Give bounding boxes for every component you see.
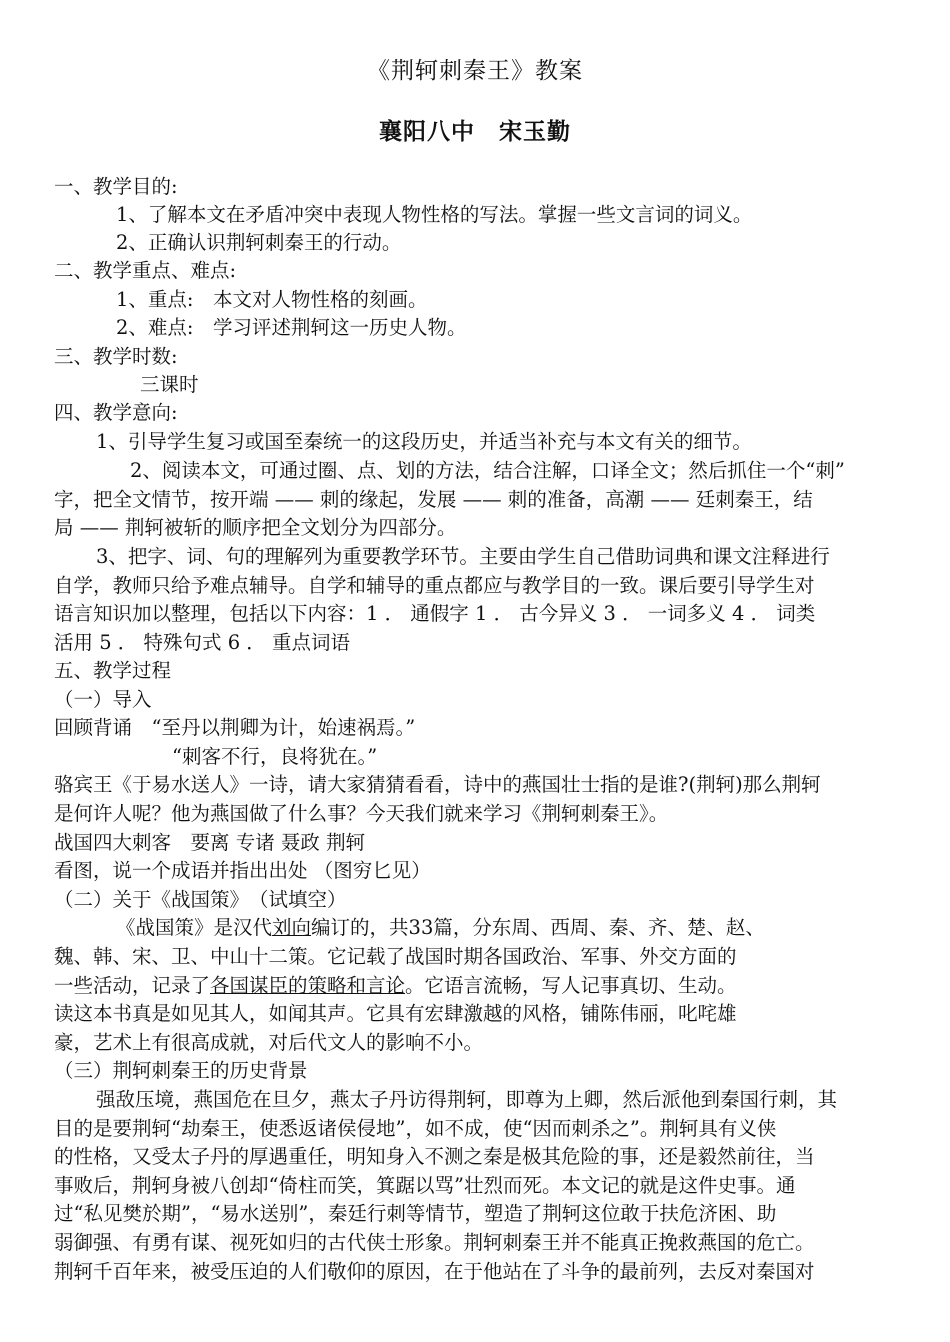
paragraph-line: 魏、韩、宋、卫、中山十二策。它记载了战国时期各国政治、军事、外交方面的 — [54, 945, 737, 968]
line-text: 2、阅读本文，可通过圈、点、划的方法，结合注解，口译全文；然后抓住一个“刺” — [130, 459, 845, 482]
line-text: 编订的，共33篇，分东周、西周、秦、齐、楚、赵、 — [311, 916, 765, 939]
paragraph-line: 语言知识加以整理，包括以下内容：1 ． 通假字 1 ． 古今异义 3 ． 一词多义 4 ． 词类 — [54, 602, 816, 625]
paragraph-line: 是何许人呢？他为燕国做了什么事？今天我们就来学习《荆轲刺秦王》。 — [54, 802, 669, 825]
section-heading: 二、教学重点、难点: — [54, 259, 237, 282]
paragraph-line: 回顾背诵 “至丹以荆卿为计，始速祸焉。” — [54, 716, 416, 739]
paragraph-line — [54, 972, 737, 1000]
paragraph-line: 三课时 — [140, 373, 199, 396]
line-text: 。它语言流畅，写人记事真切、生动。 — [405, 974, 737, 997]
paragraph-line: 弱御强、有勇有谋、视死如归的古代侠士形象。荆轲刺秦王并不能真正挽救燕国的危亡。 — [54, 1231, 815, 1254]
paragraph-line: 2、难点: 学习评述荆轲这一历史人物。 — [116, 316, 467, 339]
paragraph-line: 骆宾王《于易水送人》一诗，请大家猜猜看看，诗中的燕国壮士指的是谁?(荆轲)那么荆轲 — [54, 773, 821, 796]
paragraph-line: 局 —— 荆轲被斩的顺序把全文划分为四部分。 — [54, 516, 457, 539]
paragraph-line: 字，把全文情节，按开端 —— 刺的缘起，发展 —— 刺的准备，高潮 —— 廷刺秦王，结 — [54, 488, 813, 511]
paragraph-line: 的性格，又受太子丹的厚遇重任，明知身入不测之秦是极其危险的事，还是毅然前往，当 — [54, 1145, 815, 1168]
paragraph-line: 豪，艺术上有很高成就，对后代文人的影响不小。 — [54, 1031, 484, 1054]
paragraph-line: 过“私见樊於期”，“易水送别”，秦廷行刺等情节，塑造了荆轲这位敢于扶危济困、助 — [54, 1202, 777, 1225]
paragraph-line: 荆轲千百年来，被受压迫的人们敬仰的原因，在于他站在了斗争的最前列，去反对秦国对 — [54, 1260, 815, 1283]
paragraph-line: 自学，教师只给予难点辅导。自学和辅导的重点都应与教学目的一致。课后要引导学生对 — [54, 574, 815, 597]
document-title: 《荆轲刺秦王》教案 — [367, 58, 583, 84]
paragraph-line: 事败后，荆轲身被八创却“倚柱而笑，箕踞以骂”壮烈而死。本文记的就是这件史事。通 — [54, 1174, 796, 1197]
paragraph-line: 1、了解本文在矛盾冲突中表现人物性格的写法。掌握一些文言词的词义。 — [116, 203, 753, 226]
subsection-heading: （一）导入 — [54, 688, 152, 711]
paragraph-line: 强敌压境，燕国危在旦夕，燕太子丹访得荆轲，即尊为上卿，然后派他到秦国行刺，其 — [96, 1088, 838, 1111]
paragraph-line — [116, 914, 765, 942]
paragraph-line — [130, 457, 902, 485]
subsection-heading: （二）关于《战国策》 （试填空） — [54, 888, 347, 911]
subsection-heading: （三）荆轲刺秦王的历史背景 — [54, 1059, 308, 1082]
paragraph-line: 2、正确认识荆轲刺秦王的行动。 — [116, 231, 402, 254]
underlined-text: 刘向 — [272, 916, 312, 939]
underlined-text: 各国谋臣的策略和言论 — [210, 974, 406, 997]
paragraph-line: 战国四大刺客 要离 专诸 聂政 荆轲 — [54, 831, 366, 854]
line-text: 一些活动，记录了 — [54, 974, 211, 997]
section-heading: 三、教学时数: — [54, 345, 178, 368]
paragraph-line: “刺客不行，良将犹在。” — [172, 745, 378, 768]
paragraph-line: 3、把字、词、句的理解列为重要教学环节。主要由学生自己借助词典和课文注释进行 — [96, 545, 830, 568]
section-heading: 四、教学意向: — [54, 401, 178, 424]
paragraph-line: 活用 5 ． 特殊句式 6 ． 重点词语 — [54, 631, 351, 654]
section-heading: 一、教学目的: — [54, 175, 178, 198]
section-heading: 五、教学过程 — [54, 659, 172, 682]
paragraph-line: 1、重点: 本文对人物性格的刻画。 — [116, 288, 428, 311]
author-line: 襄阳八中 宋玉勤 — [379, 119, 571, 145]
paragraph-line: 读这本书真是如见其人，如闻其声。它具有宏肆激越的风格，铺陈伟丽，叱咤雄 — [54, 1002, 737, 1025]
line-text: 《战国策》是汉代 — [116, 916, 273, 939]
paragraph-line: 目的是要荆轲“劫秦王，使悉返诸侯侵地”，如不成，使“因而刺杀之”。荆轲具有义侠 — [54, 1117, 777, 1140]
paragraph-line: 1、引导学生复习或国至秦统一的这段历史，并适当补充与本文有关的细节。 — [96, 430, 752, 453]
paragraph-line: 看图，说一个成语并指出出处 （图穷匕见） — [54, 859, 431, 882]
